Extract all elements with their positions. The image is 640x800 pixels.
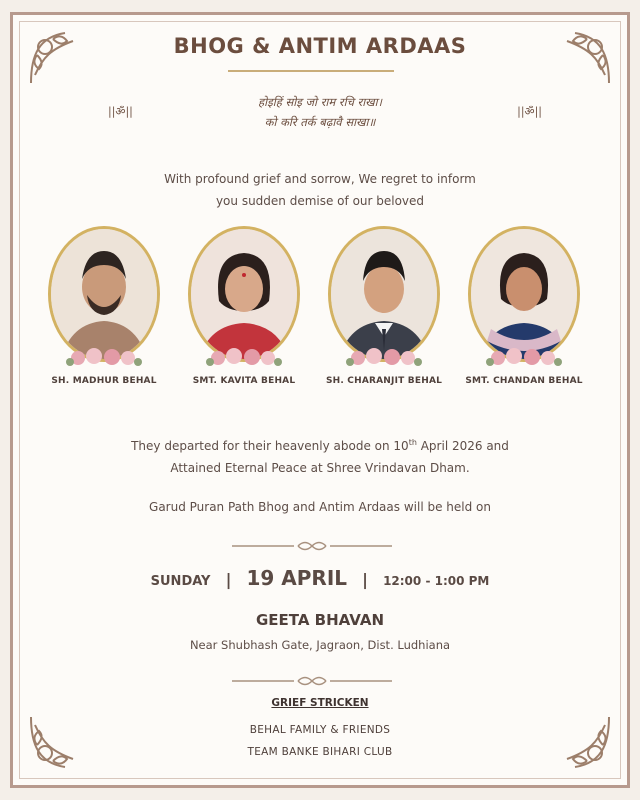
intro-line-1: With profound grief and sorrow, We regret to inform [164,172,476,186]
grief-club: TEAM BANKE BIHARI CLUB [247,746,393,758]
ornamental-divider-icon [232,673,392,687]
separator: | [362,570,368,589]
woman-portrait-icon [191,229,297,359]
venue-address: Near Shubhash Gate, Jagraon, Dist. Ludhiana [189,638,451,652]
portraits-row [36,226,592,406]
flower-garland-icon [204,344,284,370]
intro-text [0,168,640,212]
mantra-line-2: को करि तर्क बढ़ावै साखा॥ [264,115,376,129]
person-name: SH. MADHUR BEHAL [51,376,157,386]
portrait-frame [328,226,440,362]
ceremony-intro: Garud Puran Path Bhog and Antim Ardaas will be held on [149,500,491,514]
departure-line-2: Attained Eternal Peace at Shree Vrindavan Dham. [170,461,470,475]
om-symbol-left: ||ॐ|| [108,105,133,118]
person-name: SMT. KAVITA BEHAL [192,376,296,386]
om-symbol-right: ||ॐ|| [517,105,542,118]
mantra-line-1: होइहिं सोइ जो राम रचि राखा। [258,95,382,109]
portrait-frame [468,226,580,362]
ornamental-divider-icon [232,538,392,552]
portrait-frame [188,226,300,362]
intro-line-2: you sudden demise of our beloved [215,194,425,208]
departure-text [0,432,640,479]
person-card [316,226,452,386]
woman-portrait-icon [471,229,577,359]
person-card [456,226,592,386]
portrait-frame [48,226,160,362]
person-card [176,226,312,386]
person-name: SH. CHARANJIT BEHAL [325,376,443,386]
separator: | [225,570,232,589]
event-time: 12:00 - 1:00 PM [383,574,490,588]
man-portrait-icon [51,229,157,359]
departure-line-1: They departed for their heavenly abode on 10th April 2026 and [131,438,509,453]
event-date: 19 APRIL [246,566,348,590]
flower-garland-icon [484,344,564,370]
person-card [36,226,172,386]
event-datetime [0,566,640,590]
man-portrait-icon [331,229,437,359]
grief-family: BEHAL FAMILY & FRIENDS [249,724,391,736]
venue-name: GEETA BHAVAN [255,611,385,629]
flower-garland-icon [64,344,144,370]
flower-garland-icon [344,344,424,370]
mantra-verse [0,92,640,132]
title-underline [228,70,394,72]
corner-ornament-icon [553,711,615,773]
page-title: BHOG & ANTIM ARDAAS [173,34,467,58]
corner-ornament-icon [25,711,87,773]
grief-heading: GRIEF STRICKEN [271,697,369,709]
person-name: SMT. CHANDAN BEHAL [465,376,583,386]
event-day: SUNDAY [150,574,211,589]
